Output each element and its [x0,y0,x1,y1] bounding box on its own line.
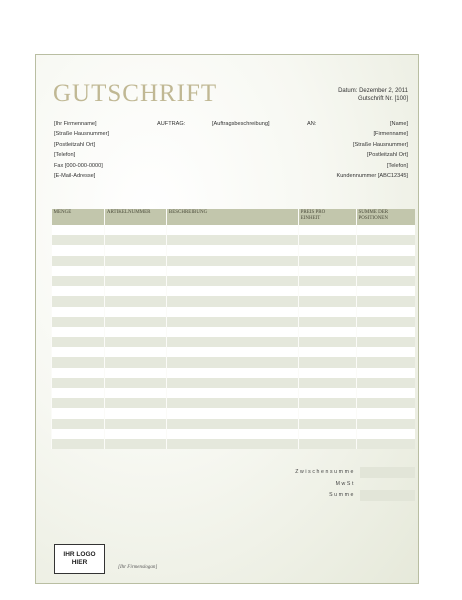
table-cell [298,439,356,449]
table-cell [166,327,298,337]
table-cell [298,429,356,439]
table-cell [356,388,415,398]
table-cell [52,408,105,418]
header-description: BESCHREIBUNG [166,209,298,225]
table-cell [166,368,298,378]
recipient-label: AN: [307,121,317,127]
table-cell [298,337,356,347]
recipient-line: [Telefon] [386,162,408,169]
table-cell [52,276,105,286]
table-cell [166,429,298,439]
table-cell [52,378,105,388]
table-cell [166,388,298,398]
logo-placeholder [54,544,105,574]
table-cell [356,276,415,286]
table-cell [166,347,298,357]
table-cell [52,337,105,347]
table-cell [166,286,298,296]
table-cell [104,408,166,418]
sender-line: [E-Mail-Adresse] [54,173,96,180]
table-cell [298,266,356,276]
order-label: AUFTRAG: [157,121,186,127]
table-cell [298,245,356,255]
table-cell [356,408,415,418]
table-cell [52,368,105,378]
table-cell [104,337,166,347]
table-cell [356,327,415,337]
table-row [52,327,416,337]
document-title: GUTSCHRIFT [53,80,218,107]
table-cell [104,245,166,255]
recipient-line: [Straße Hausnummer] [352,141,408,148]
table-cell [166,337,298,347]
recipient-line: [Postleitzahl Ort] [366,152,408,159]
recipient-line: [Firmenname] [373,131,408,138]
table-cell [356,429,415,439]
table-cell [104,307,166,317]
table-cell [52,296,105,306]
table-cell [52,256,105,266]
table-cell [298,378,356,388]
sender-line: [Straße Hausnummer] [54,131,110,138]
table-cell [104,256,166,266]
total-row [51,490,415,502]
table-cell [356,398,415,408]
table-cell [166,419,298,429]
table-cell [104,398,166,408]
table-cell [52,429,105,439]
table-cell [52,388,105,398]
table-cell [298,307,356,317]
table-cell [166,225,298,235]
header-quantity: MENGE [52,209,105,225]
subtotal-row [51,467,415,479]
table-cell [52,235,105,245]
header-line-total: SUMME DER POSITIONEN [356,209,415,225]
sender-line: [Telefon] [54,152,76,159]
table-row [52,235,416,245]
table-cell [298,317,356,327]
table-cell [356,296,415,306]
tax-row [51,479,415,491]
recipient-line: Kundennummer [ABC12345] [336,173,408,180]
table-cell [166,357,298,367]
table-row [52,378,416,388]
table-cell [52,419,105,429]
table-cell [52,347,105,357]
table-cell [298,235,356,245]
table-cell [52,398,105,408]
company-slogan: [Ihr Firmenslogan] [118,565,158,570]
total-value-cell [360,490,415,501]
table-cell [166,256,298,266]
table-cell [104,276,166,286]
order-description: [Auftragsbeschreibung] [212,121,270,127]
table-cell [298,296,356,306]
table-cell [356,357,415,367]
table-cell [52,357,105,367]
table-cell [104,327,166,337]
table-cell [298,398,356,408]
table-cell [104,225,166,235]
table-cell [166,378,298,388]
recipient-line: [Name] [389,121,408,127]
table-cell [356,266,415,276]
header-article-number: ARTIKELNUMMER [104,209,166,225]
table-cell [356,307,415,317]
header-unit-price: PREIS PRO EINHEIT [298,209,356,225]
table-cell [52,327,105,337]
table-cell [298,368,356,378]
table-cell [104,388,166,398]
table-row [52,368,416,378]
table-row [52,398,416,408]
table-cell [104,429,166,439]
table-cell [356,286,415,296]
table-cell [52,225,105,235]
table-row [52,317,416,327]
table-cell [166,276,298,286]
table-cell [298,419,356,429]
table-row [52,429,416,439]
table-row [52,266,416,276]
logo-text: HIER [71,559,88,566]
table-cell [298,327,356,337]
table-row [52,286,416,296]
table-cell [104,286,166,296]
table-cell [104,296,166,306]
table-cell [166,398,298,408]
table-cell [52,245,105,255]
table-cell [356,378,415,388]
recipient-block [336,119,408,181]
table-cell [166,317,298,327]
table-cell [52,317,105,327]
table-cell [298,408,356,418]
table-cell [298,225,356,235]
table-cell [356,235,415,245]
sender-block [54,119,109,181]
table-row [52,408,416,418]
table-cell [104,378,166,388]
table-cell [166,266,298,276]
table-cell [166,245,298,255]
table-cell [298,357,356,367]
table-cell [104,419,166,429]
logo-text: IHR LOGO [63,551,96,558]
table-row [52,419,416,429]
tax-label: MwSt [335,480,355,487]
table-cell [166,235,298,245]
table-row [52,337,416,347]
table-row [52,245,416,255]
table-cell [104,357,166,367]
table-row [52,388,416,398]
table-cell [356,419,415,429]
table-cell [104,439,166,449]
sender-line: Fax [000-000-0000] [54,162,103,169]
document-page [35,54,419,584]
table-cell [298,256,356,266]
subtotal-value-cell [360,467,415,478]
items-body [52,225,416,449]
table-row [52,347,416,357]
table-cell [52,266,105,276]
table-row [52,225,416,235]
table-cell [104,235,166,245]
table-cell [166,439,298,449]
table-cell [356,347,415,357]
table-cell [356,439,415,449]
table-cell [52,307,105,317]
totals-block [51,467,415,502]
table-cell [356,245,415,255]
subtotal-label: Zwischensumme [295,469,355,475]
table-cell [166,296,298,306]
table-row [52,439,416,449]
table-cell [356,337,415,347]
table-row [52,276,416,286]
sender-line: [Postleitzahl Ort] [54,141,96,148]
table-row [52,307,416,317]
date-line: Datum: Dezember 2, 2011 [338,88,408,94]
sender-line: [Ihr Firmenname] [54,121,97,127]
table-row [52,357,416,367]
table-cell [356,317,415,327]
table-cell [166,307,298,317]
table-cell [104,347,166,357]
table-header-row [52,209,416,225]
table-cell [298,388,356,398]
items-table [51,209,415,449]
table-cell [104,317,166,327]
table-cell [298,276,356,286]
total-label: Summe [329,492,355,498]
table-cell [166,408,298,418]
credit-number: Gutschrift Nr. [100] [357,96,408,102]
table-cell [104,266,166,276]
document-meta [338,87,408,103]
table-row [52,256,416,266]
table-cell [104,368,166,378]
table-cell [52,286,105,296]
table-row [52,296,416,306]
table-cell [356,256,415,266]
table-cell [298,286,356,296]
table-cell [52,439,105,449]
table-cell [356,225,415,235]
table-cell [298,347,356,357]
table-cell [356,368,415,378]
tax-value-cell [360,479,415,490]
